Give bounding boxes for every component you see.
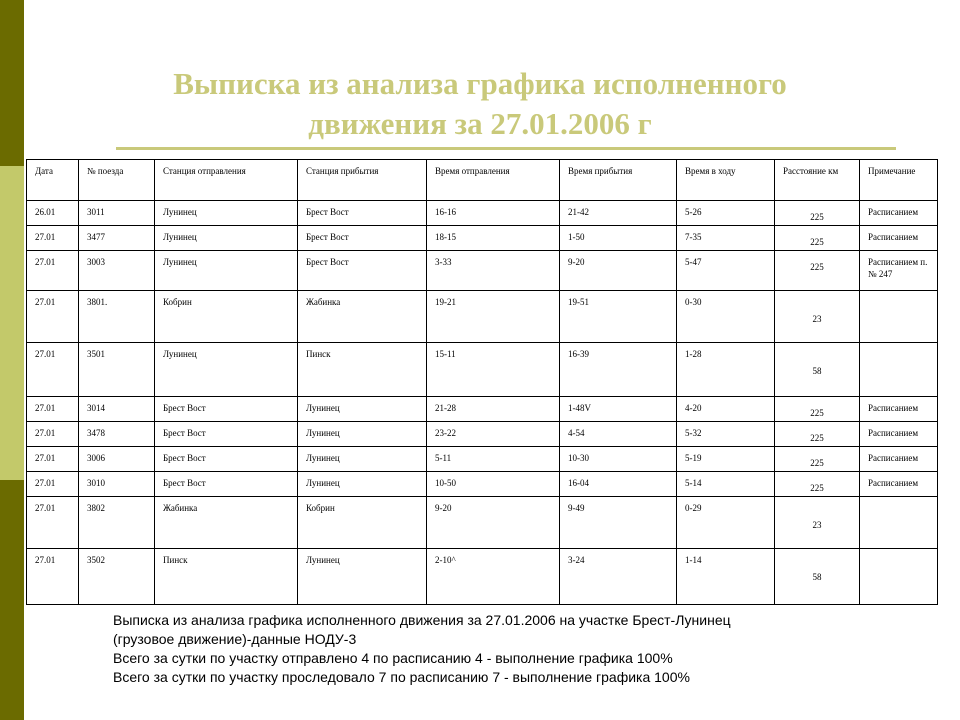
cell-travel-time: 4-20 xyxy=(677,397,775,422)
cell-note: Расписанием xyxy=(860,226,938,251)
cell-note: Расписанием xyxy=(860,447,938,472)
title-line-1: Выписка из анализа графика исполненного xyxy=(173,66,787,101)
cell-departure: 15-11 xyxy=(427,343,560,397)
cell-train: 3003 xyxy=(79,251,155,291)
schedule-table xyxy=(26,159,938,605)
distance-value: 225 xyxy=(810,408,824,418)
cell-train: 3014 xyxy=(79,397,155,422)
cell-date: 26.01 xyxy=(27,201,79,226)
table-row xyxy=(27,343,938,397)
cell-from: Лунинец xyxy=(155,251,298,291)
cell-departure: 18-15 xyxy=(427,226,560,251)
cell-departure: 9-20 xyxy=(427,497,560,549)
header-travel-time: Время в ходу xyxy=(677,160,775,201)
cell-to: Лунинец xyxy=(298,549,427,605)
cell-date: 27.01 xyxy=(27,549,79,605)
cell-date: 27.01 xyxy=(27,343,79,397)
cell-to: Лунинец xyxy=(298,447,427,472)
cell-departure: 3-33 xyxy=(427,251,560,291)
cell-train: 3006 xyxy=(79,447,155,472)
cell-arrival: 21-42 xyxy=(560,201,677,226)
cell-travel-time: 5-47 xyxy=(677,251,775,291)
cell-departure: 21-28 xyxy=(427,397,560,422)
cell-date: 27.01 xyxy=(27,291,79,343)
cell-to: Пинск xyxy=(298,343,427,397)
distance-value: 58 xyxy=(812,366,822,376)
cell-distance xyxy=(775,291,860,343)
cell-train: 3010 xyxy=(79,472,155,497)
summary-line-2: (грузовое движение)-данные НОДУ-3 xyxy=(113,631,357,647)
cell-to: Брест Вост xyxy=(298,201,427,226)
cell-note xyxy=(860,291,938,343)
side-bar xyxy=(0,0,24,720)
distance-value: 225 xyxy=(810,458,824,468)
cell-arrival: 9-20 xyxy=(560,251,677,291)
table-row xyxy=(27,226,938,251)
cell-train: 3802 xyxy=(79,497,155,549)
cell-arrival: 10-30 xyxy=(560,447,677,472)
distance-value: 225 xyxy=(810,262,824,272)
distance-value: 225 xyxy=(810,433,824,443)
cell-date: 27.01 xyxy=(27,497,79,549)
cell-departure: 5-11 xyxy=(427,447,560,472)
cell-train: 3478 xyxy=(79,422,155,447)
cell-arrival: 19-51 xyxy=(560,291,677,343)
cell-note xyxy=(860,497,938,549)
cell-arrival: 4-54 xyxy=(560,422,677,447)
cell-travel-time: 1-14 xyxy=(677,549,775,605)
cell-note: Расписанием xyxy=(860,472,938,497)
table-row xyxy=(27,201,938,226)
cell-date: 27.01 xyxy=(27,251,79,291)
cell-date: 27.01 xyxy=(27,447,79,472)
table-row xyxy=(27,397,938,422)
summary-line-3: Всего за сутки по участку отправлено 4 по расписанию 4 - выполнение графика 100% xyxy=(113,650,673,666)
header-to: Станция прибытия xyxy=(298,160,427,201)
cell-distance xyxy=(775,201,860,226)
table-header-row xyxy=(27,160,938,201)
cell-note xyxy=(860,549,938,605)
cell-from: Лунинец xyxy=(155,343,298,397)
cell-train: 3477 xyxy=(79,226,155,251)
cell-arrival: 9-49 xyxy=(560,497,677,549)
cell-distance xyxy=(775,251,860,291)
cell-travel-time: 1-28 xyxy=(677,343,775,397)
cell-arrival: 1-50 xyxy=(560,226,677,251)
cell-distance xyxy=(775,549,860,605)
cell-departure: 19-21 xyxy=(427,291,560,343)
summary-line-1: Выписка из анализа графика исполненного движения за 27.01.2006 на участке Брест-Лунинец xyxy=(113,612,731,628)
summary-note xyxy=(113,611,933,687)
cell-arrival: 3-24 xyxy=(560,549,677,605)
title-line-2: движения за 27.01.2006 г xyxy=(308,106,652,141)
table-row xyxy=(27,472,938,497)
table-row xyxy=(27,291,938,343)
table-row xyxy=(27,497,938,549)
cell-note: Расписанием xyxy=(860,422,938,447)
cell-from: Брест Вост xyxy=(155,472,298,497)
cell-distance xyxy=(775,226,860,251)
cell-to: Жабинка xyxy=(298,291,427,343)
distance-value: 225 xyxy=(810,237,824,247)
cell-departure: 16-16 xyxy=(427,201,560,226)
cell-date: 27.01 xyxy=(27,472,79,497)
header-from: Станция отправления xyxy=(155,160,298,201)
slide-title xyxy=(60,64,900,144)
cell-from: Жабинка xyxy=(155,497,298,549)
cell-distance xyxy=(775,447,860,472)
cell-arrival: 1-48V xyxy=(560,397,677,422)
cell-distance xyxy=(775,343,860,397)
table-row xyxy=(27,447,938,472)
title-underline xyxy=(116,147,896,150)
cell-train: 3502 xyxy=(79,549,155,605)
cell-departure: 23-22 xyxy=(427,422,560,447)
distance-value: 225 xyxy=(810,483,824,493)
cell-date: 27.01 xyxy=(27,422,79,447)
cell-travel-time: 5-19 xyxy=(677,447,775,472)
cell-note xyxy=(860,343,938,397)
cell-travel-time: 5-14 xyxy=(677,472,775,497)
cell-to: Брест Вост xyxy=(298,226,427,251)
distance-value: 58 xyxy=(812,572,822,582)
header-departure: Время отправления xyxy=(427,160,560,201)
cell-from: Кобрин xyxy=(155,291,298,343)
cell-date: 27.01 xyxy=(27,226,79,251)
cell-note: Расписанием xyxy=(860,201,938,226)
cell-travel-time: 5-32 xyxy=(677,422,775,447)
header-distance: Расстояние км xyxy=(775,160,860,201)
header-arrival: Время прибытия xyxy=(560,160,677,201)
cell-from: Брест Вост xyxy=(155,447,298,472)
cell-distance xyxy=(775,422,860,447)
cell-from: Брест Вост xyxy=(155,397,298,422)
cell-date: 27.01 xyxy=(27,397,79,422)
side-bar-top xyxy=(0,0,24,166)
cell-train: 3801. xyxy=(79,291,155,343)
cell-travel-time: 7-35 xyxy=(677,226,775,251)
cell-travel-time: 5-26 xyxy=(677,201,775,226)
cell-from: Лунинец xyxy=(155,201,298,226)
cell-train: 3501 xyxy=(79,343,155,397)
cell-distance xyxy=(775,497,860,549)
cell-travel-time: 0-29 xyxy=(677,497,775,549)
cell-to: Лунинец xyxy=(298,422,427,447)
cell-from: Лунинец xyxy=(155,226,298,251)
cell-arrival: 16-39 xyxy=(560,343,677,397)
table-row xyxy=(27,422,938,447)
side-bar-middle xyxy=(0,166,24,480)
cell-train: 3011 xyxy=(79,201,155,226)
distance-value: 225 xyxy=(810,212,824,222)
cell-to: Лунинец xyxy=(298,472,427,497)
cell-note: Расписанием xyxy=(860,397,938,422)
distance-value: 23 xyxy=(812,520,822,530)
header-note: Примечание xyxy=(860,160,938,201)
cell-from: Брест Вост xyxy=(155,422,298,447)
header-train: № поезда xyxy=(79,160,155,201)
cell-to: Кобрин xyxy=(298,497,427,549)
cell-to: Лунинец xyxy=(298,397,427,422)
cell-distance xyxy=(775,472,860,497)
cell-departure: 10-50 xyxy=(427,472,560,497)
header-date: Дата xyxy=(27,160,79,201)
cell-travel-time: 0-30 xyxy=(677,291,775,343)
cell-to: Брест Вост xyxy=(298,251,427,291)
cell-from: Пинск xyxy=(155,549,298,605)
cell-arrival: 16-04 xyxy=(560,472,677,497)
cell-departure: 2-10^ xyxy=(427,549,560,605)
cell-note: Расписанием п.№ 247 xyxy=(860,251,938,291)
summary-line-4: Всего за сутки по участку проследовало 7 по расписанию 7 - выполнение графика 100% xyxy=(113,669,690,685)
cell-distance xyxy=(775,397,860,422)
distance-value: 23 xyxy=(812,314,822,324)
table-row xyxy=(27,251,938,291)
table-row xyxy=(27,549,938,605)
side-bar-bottom xyxy=(0,480,24,720)
